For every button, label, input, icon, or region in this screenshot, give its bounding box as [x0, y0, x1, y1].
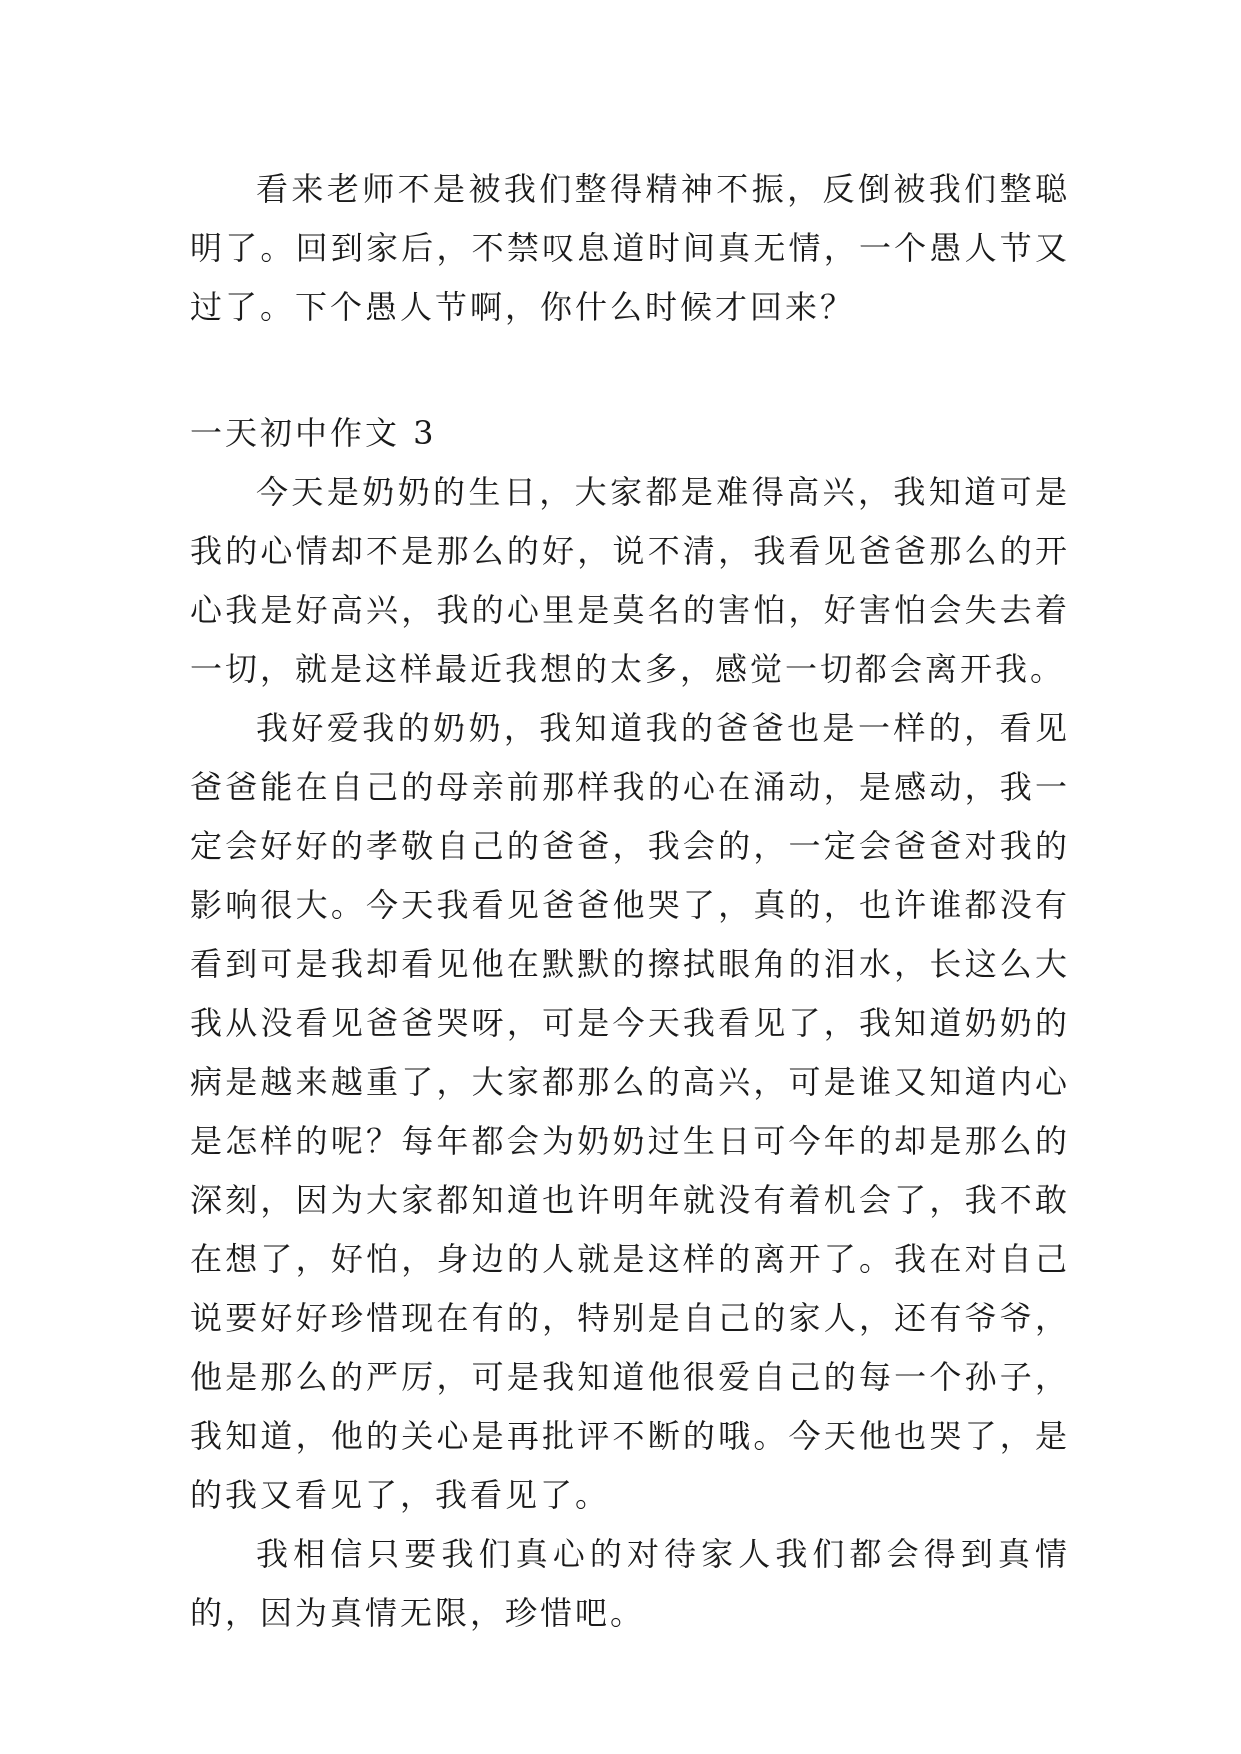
paragraph-intro: 看来老师不是被我们整得精神不振，反倒被我们整聪明了。回到家后，不禁叹息道时间真无情，一个愚人节又过了。下个愚人节啊，你什么时候才回来？ [190, 170, 1070, 326]
document-body [190, 160, 1070, 1643]
paragraph-3: 我相信只要我们真心的对待家人我们都会得到真情的，因为真情无限，珍惜吧。 [190, 1535, 1070, 1632]
section-heading: 一天初中作文 3 [190, 414, 437, 452]
paragraph-2: 我好爱我的奶奶，我知道我的爸爸也是一样的，看见爸爸能在自己的母亲前那样我的心在涌动，是感动，我一定会好好的孝敬自己的爸爸，我会的，一定会爸爸对我的影响很大。今天我看见爸爸他哭了，真的，也许谁都没有看到可是我却看见他在默默的擦拭眼角的泪水，长这么大我从没看见爸爸哭呀，可是今天我看见了，我知道奶奶的病是越来越重了，大家都那么的高兴，可是谁又知道内心是怎样的呢？每年都会为奶奶过生日可今年的却是那么的深刻，因为大家都知道也许明年就没有着机会了，我不敢在想了，好怕，身边的人就是这样的离开了。我在对自己说要好好珍惜现在有的，特别是自己的家人，还有爷爷，他是那么的严厉，可是我知道他很爱自己的每一个孙子，我知道，他的关心是再批评不断的哦。今天他也哭了，是的我又看见了，我看见了。 [190, 709, 1070, 1514]
paragraph-1: 今天是奶奶的生日，大家都是难得高兴，我知道可是我的心情却不是那么的好，说不清，我看见爸爸那么的开心我是好高兴，我的心里是莫名的害怕，好害怕会失去着一切，就是这样最近我想的太多，感觉一切都会离开我。 [190, 473, 1070, 688]
